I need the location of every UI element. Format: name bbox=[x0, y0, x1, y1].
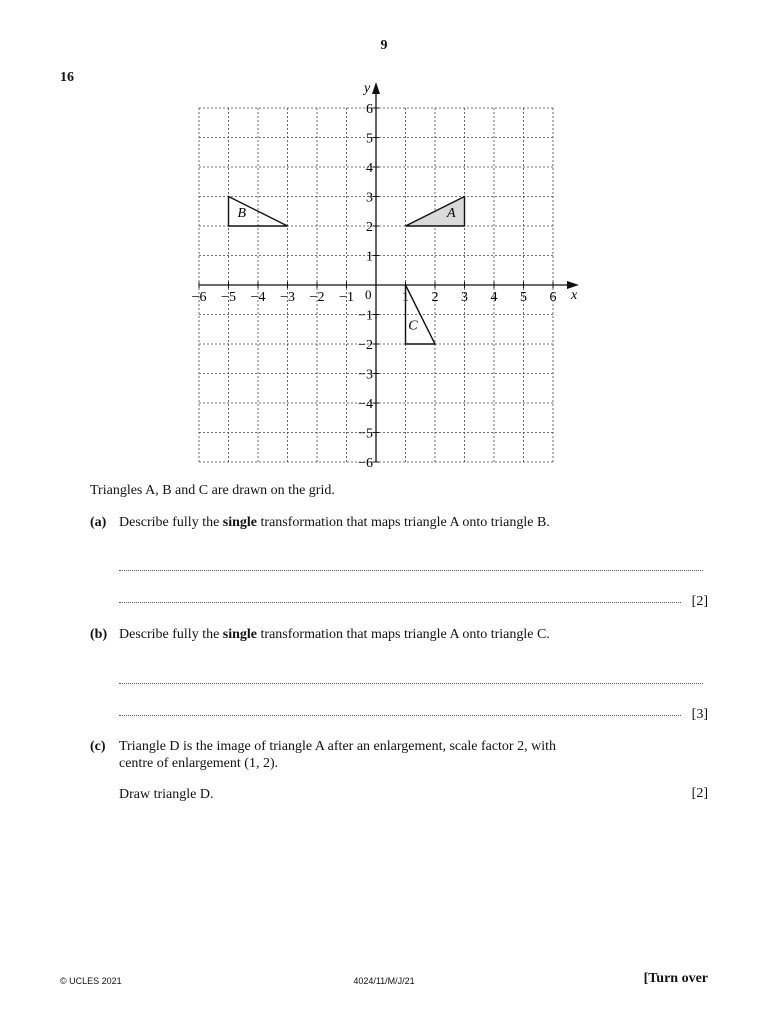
y-tick-label: 2 bbox=[366, 220, 373, 235]
part-a-marks: [2] bbox=[691, 594, 708, 609]
part-a-question: Describe fully the single transformation that maps triangle A onto triangle B. bbox=[119, 515, 550, 530]
y-tick-label: 4 bbox=[366, 161, 373, 176]
part-b-label: (b) bbox=[90, 627, 108, 642]
part-c-line-2: centre of enlargement (1, 2). bbox=[119, 756, 279, 771]
intro-text: Triangles A, B and C are drawn on the grid. bbox=[90, 483, 335, 498]
footer-turn-over: [Turn over bbox=[643, 971, 708, 986]
x-tick-label: −6 bbox=[191, 290, 207, 305]
part-c-marks: [2] bbox=[691, 786, 708, 801]
x-axis-label: x bbox=[571, 288, 578, 303]
x-tick-label: 3 bbox=[461, 290, 468, 305]
origin-label: 0 bbox=[365, 287, 372, 302]
page-number: 9 bbox=[380, 38, 388, 53]
part-b-answer-line-2[interactable] bbox=[119, 715, 681, 716]
triangle-label-c: C bbox=[408, 318, 418, 334]
y-tick-label: −6 bbox=[358, 456, 373, 470]
part-c-label: (c) bbox=[90, 739, 106, 754]
part-a-answer-line-1[interactable] bbox=[119, 570, 703, 571]
y-tick-label: 1 bbox=[366, 249, 373, 265]
y-tick-label: 6 bbox=[366, 102, 373, 117]
y-tick-label: −3 bbox=[358, 367, 373, 383]
y-tick-label: 3 bbox=[366, 190, 373, 206]
triangle-label-a: A bbox=[446, 206, 456, 222]
y-tick-label: −1 bbox=[358, 308, 373, 324]
part-a-answer-line-2[interactable] bbox=[119, 602, 681, 603]
y-tick-label: −5 bbox=[358, 426, 373, 442]
y-axis-label: y bbox=[364, 81, 371, 96]
x-tick-label: −4 bbox=[250, 290, 266, 305]
triangle-label-b: B bbox=[237, 206, 247, 222]
x-tick-label: −5 bbox=[221, 290, 236, 305]
y-tick-label: −2 bbox=[358, 338, 373, 353]
x-tick-label: 6 bbox=[549, 290, 557, 305]
part-c-line-1: Triangle D is the image of triangle A after an enlargement, scale factor 2, with bbox=[119, 739, 556, 754]
x-tick-label: −3 bbox=[280, 290, 295, 305]
x-tick-label: 2 bbox=[431, 290, 439, 305]
y-axis-arrow bbox=[372, 82, 380, 94]
coordinate-grid bbox=[0, 0, 768, 470]
question-number: 16 bbox=[60, 70, 74, 85]
part-c-instruction: Draw triangle D. bbox=[119, 787, 214, 802]
part-a-label: (a) bbox=[90, 515, 107, 530]
y-tick-label: 5 bbox=[366, 131, 373, 147]
x-tick-label: 5 bbox=[520, 290, 527, 305]
part-b-marks: [3] bbox=[691, 707, 708, 722]
footer-paper-code: 4024/11/M/J/21 bbox=[353, 976, 415, 986]
x-tick-label: −2 bbox=[309, 290, 325, 305]
x-tick-label: 1 bbox=[402, 290, 409, 305]
x-tick-label: 4 bbox=[490, 290, 498, 305]
part-b-question: Describe fully the single transformation that maps triangle A onto triangle C. bbox=[119, 627, 550, 642]
x-tick-label: −1 bbox=[339, 290, 354, 305]
part-b-answer-line-1[interactable] bbox=[119, 683, 703, 684]
footer-copyright: © UCLES 2021 bbox=[60, 976, 122, 986]
y-tick-label: −4 bbox=[358, 397, 373, 412]
